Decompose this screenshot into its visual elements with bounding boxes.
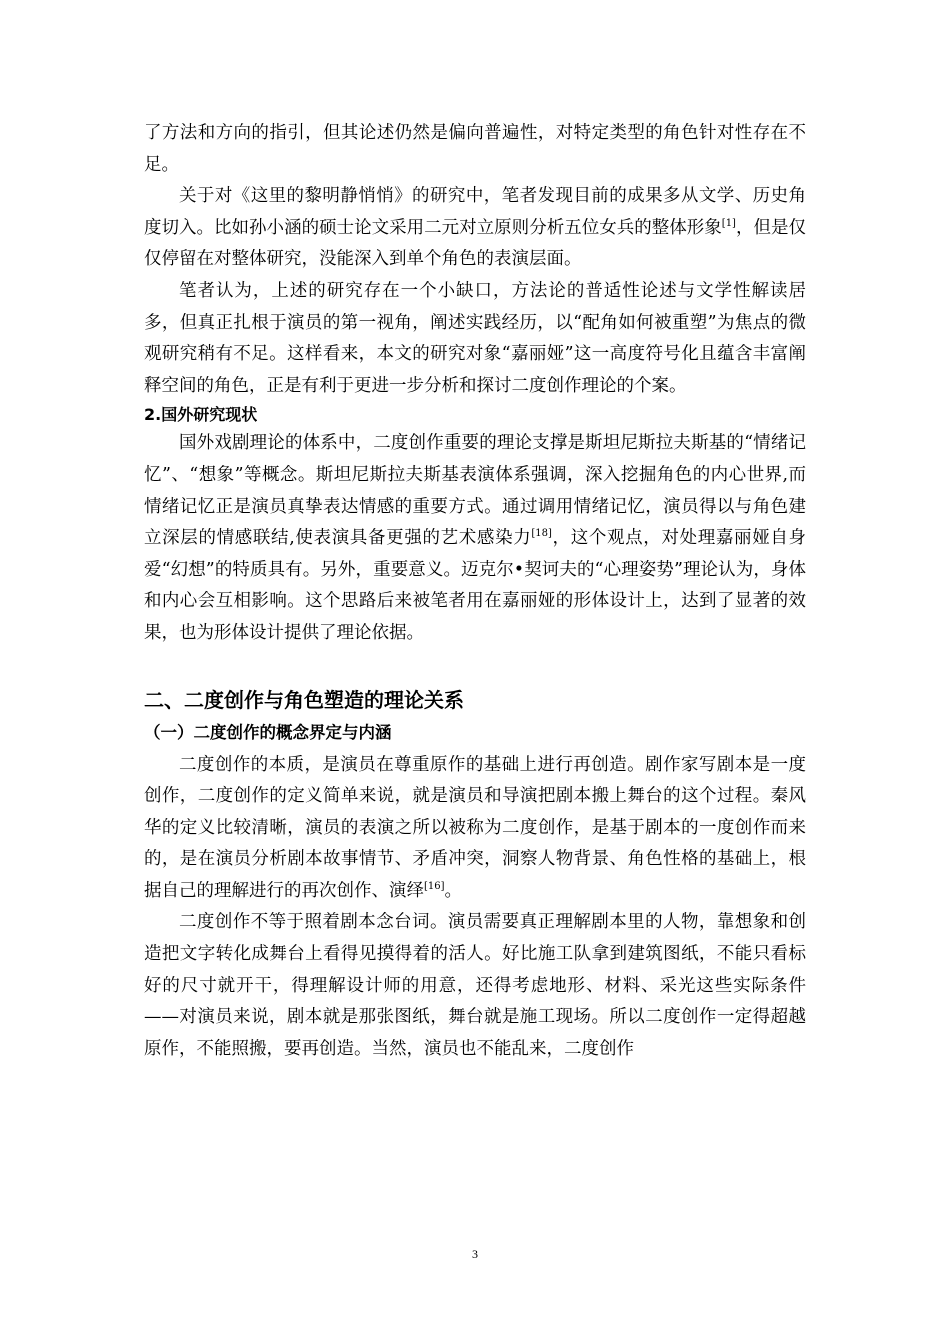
page-number: 3 <box>472 1247 478 1261</box>
page-content <box>144 118 806 1065</box>
paragraph-text: 。 <box>444 880 463 901</box>
heading-foreign-research: 2.国外研究现状 <box>144 405 258 425</box>
citation-ref: [16] <box>424 881 445 893</box>
paragraph-text: 关于对《这里的黎明静悄悄》的研究中，笔者发现目前的成果多从文学、历史角度切入。比如孙小涵的硕士论文采用二元对立原则分析五位女兵的整体形象 <box>144 186 806 238</box>
citation-ref: [18] <box>531 528 552 540</box>
citation-ref: [1] <box>721 217 736 229</box>
paragraph-analogy <box>144 907 806 1065</box>
paragraph-text: ，这个观点，对处理嘉丽娅自身爱“幻想”的特质具有。另外，重要意义。迈克尔•契诃夫的“心理姿势”理论认为，身体和内心会互相影响。这个思路后来被笔者用在嘉丽娅的形体设计上，达到了显著的效果，也为形体设计提供了理论依据。 <box>144 528 807 643</box>
paragraph-text: 二度创作不等于照着剧本念台词。演员需要真正理解剧本里的人物，靠想象和创造把文字转化成舞台上看得见摸得着的活人。好比施工队拿到建筑图纸，不能只看标好的尺寸就开干，得理解设计师的用意，还得考虑地形、材料、采光这些实际条件——对演员来说，剧本就是那张图纸，舞台就是施工现场。所以二度创作一定得超越原作，不能照搬，要再创造。当然，演员也不能乱来，二度创作 <box>144 912 806 1059</box>
paragraph-text: 了方法和方向的指引，但其论述仍然是偏向普遍性，对特定类型的角色针对性存在不足。 <box>144 123 806 175</box>
paragraph-text: 笔者认为，上述的研究存在一个小缺口，方法论的普适性论述与文学性解读居多，但真正扎根于演员的第一视角，阐述实践经历，以“配角如何被重塑”为焦点的微观研究稍有不足。这样看来，本文的研究对象“嘉丽娅”这一高度符号化且蕴含丰富阐释空间的角色，正是有利于更进一步分析和探讨二度创作理论的个案。 <box>144 280 806 396</box>
paragraph-foreign-research <box>144 428 806 649</box>
paragraph-text: 二度创作的本质，是演员在尊重原作的基础上进行再创造。剧作家写剧本是一度创作，二度创作的定义简单来说，就是演员和导演把剧本搬上舞台的这个过程。秦风华的定义比较清晰，演员的表演之所以被称为二度创作，是基于剧本的一度创作而来的，是在演员分析剧本故事情节、矛盾冲突，洞察人物背景、角色性格的基础上，根据自己的理解进行的再次创作、演绎 <box>144 754 806 901</box>
paragraph-research-gap <box>144 276 806 402</box>
paragraph-definition <box>144 750 806 908</box>
subsection-heading: （一）二度创作的概念界定与内涵 <box>144 722 392 742</box>
section-heading: 二、二度创作与角色塑造的理论关系 <box>144 687 464 712</box>
paragraph-continuation <box>144 118 806 181</box>
paragraph-text: 国外戏剧理论的体系中，二度创作重要的理论支撑是斯坦尼斯拉夫斯基的“情绪记忆”、“想象”等概念。斯坦尼斯拉夫斯基表演体系强调，深入挖掘角色的内心世界,而情绪记忆正是演员真挚表达情感的重要方式。通过调用情绪记忆，演员得以与角色建立深层的情感联结,使表演具备更强的艺术感染力 <box>144 433 806 549</box>
paragraph-text: ，但是仅仅停留在对整体研究，没能深入到单个角色的表演层面。 <box>144 217 807 270</box>
paragraph-domestic-research <box>144 181 806 276</box>
